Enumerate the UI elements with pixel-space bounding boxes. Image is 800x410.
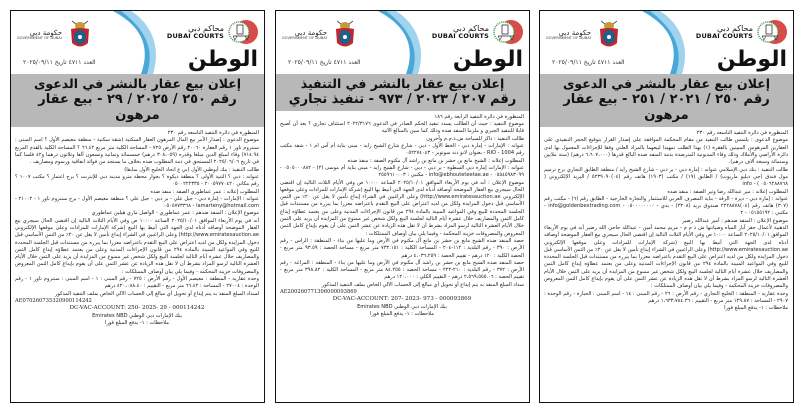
issue-number-date: العدد ٤٧١١ تاريخ ٢٠٢٥/٠٩/١١ (552, 59, 625, 66)
dubai-courts-brand (696, 17, 787, 47)
gov-name-en: GOVERNMENT OF DUBAI (282, 35, 328, 40)
ad-header (276, 11, 529, 74)
blue-swoosh-decoration (376, 11, 424, 74)
ad-header (540, 11, 793, 74)
notice-title: إعلان بيع عقار بالنشر في التنفيذ (300, 76, 505, 91)
dubai-government-brand (17, 19, 92, 51)
blue-swoosh-decoration (111, 11, 159, 74)
courts-name-en: DUBAI COURTS (166, 31, 224, 40)
dubai-emblem-icon (68, 19, 92, 51)
paragraph: وحدة عقارية - المنطقة : الخليج التجاري - رقم الأرض : ٢٦ - رقم المبنى : ١٤ - اسم المبنى : الحبارة - رقم الوحدة : ٢٩٠٧ - المساحة : ١٢٩.٨٧ متر مربع - التقييم : ١،٦٣٣،٧٨٤.٣٦ درهم (544, 290, 788, 304)
paragraph: موضوع الإعلان : المنفذ ضدهم : أمير عبدالله رضير (682, 217, 788, 224)
paragraph: عنوانه : إمارة دبي - ديرة - الرقة - بناية المصرف العربي للاستثمار والتجارة الخارجية - الطابق رقم (٦) - مكتب رقم (٣٠٧) هاتف رقم (٠٤)٢٢٢٨٨٧٨ صندوق بريد (٢٣٠٨) - بدي - ٠٥٠٠٠٠٠٠٠٠ - info@goldenbextrading.com - مكتبي : ٠٥١٥٥١٩٢ - ٢ (544, 195, 789, 217)
paragraph: حصة المنفذ ضده الشيخ مانع بن حشر بن مانع آل مكتوم في الأرض وما عليها من بناء - المنطقة : الراس - رقم الأرض : ٣٩٠ - رقم البلدية : ١١٢-٢٠٤ - المساحة الكلية : ٧٣٢.١٥١ متر مربع - مساحة الحصة : ٩٣.٥٩ متر مربع - الحصة الكلية : ١٢٠ درهم - تقييم الحصة : ٤،٠٣٦،٢٥٩ درهم (280, 237, 524, 259)
issue-number-date: العدد ٤٧١١ تاريخ ٢٠٢٥/٠٩/١١ (288, 59, 361, 66)
iban-number: AE070260735320900114242 (15, 297, 92, 304)
paragraph: عنوانه : الإمارات - إمارة دبي - جبل علي - بر دبي - جبل علي ؟ منطقة معيصم الأول - برج سنتروم تاور ١ - ٢١٠٠٢ - lamarteny@hotmail.com - ٠٥٠٥٧٧٣٣٦٨ (15, 195, 259, 210)
paragraph: موضوع الإعلان : المنفذ ضدهم : عمر عماطوري - الواصل ماري هيلين عماطوري (91, 210, 259, 217)
notice-title: إعلان بيع عقار بالنشر في الدعوى (33, 76, 242, 91)
newspaper-name: الوطن (187, 47, 258, 72)
notice-body (276, 111, 529, 318)
dubai-courts-brand (432, 17, 523, 47)
dubai-courts-logo-icon (228, 19, 258, 45)
notice-title-bar (11, 74, 264, 127)
gov-name-en: GOVERNMENT OF DUBAI (546, 35, 592, 40)
gov-name-en: GOVERNMENT OF DUBAI (17, 35, 63, 40)
dubai-government-brand (282, 19, 357, 51)
notice-ad-1 (539, 10, 794, 403)
courts-name-ar: محاكم دبي (452, 23, 489, 33)
paragraph: المنظورة في دائرة التنفيذ التاسعة رقم ٢٣٠ (696, 130, 788, 137)
paragraph: أنه في يوم الأربعاء الموافق ٢٠٢٥/١٠/٠١ الساعة ١٠:٠٠ ص وفي الأيام الثلاث التالية إن اقتضى الحال سيجري بيع العقار الموضحة أوصافه أدناه لدى الجهة التي أنيط بها البيع (شركة الإمارات للمزادات وعلى موقعها الإلكتروني http://www.emiratesauction.ae) وعلى الراغبين في الشراء إيداع تأمين لا يقل عن ٢٠٪ من الثمن الأساسي قبل دخول المزايدة ولكل من لديه اعتراض على البيع التقدم باعتراضه معززا بما يبرره من مستندات قبل الجلسة المحددة للبيع وفي المواعيد المبينة بالمادة ٢٩٤ من قانون الإجراءات المدنية وعلى من يعتمد عطاؤه إيداع كامل الثمن والمصاريف خلال عشرة أيام التالية لجلسة البيع ولكل شخص غير ممنوع من المزايدة أن يزيد على الثمن خلال الأيام العشرة التالية لرسو المزاد بشرط أن لا تقل هذه الزيادة عن عشر الثمن على أن يقوم بإيداع كامل الثمن المعروض والمصروفات خزينة المحكمة - وفيما يلي بيان أوصاف الممتلكات : (15, 217, 259, 275)
paragraph: طالب التنفيذ : بنك أبوظبي الأول (بي ع اتحاد الخليج الأول سابقا) (124, 166, 259, 173)
notice-title-bar (276, 74, 529, 111)
bank-name: بنك الإمارات دبي الوطني Emirates NBD (357, 303, 447, 310)
paragraph: طالب التنفيذ : ذاكر للسياحة ش.ذ.م.م وآخرون (426, 135, 524, 142)
paragraph: موضوع الإعلان : أنه في يوم الأربعاء الموافق ٢٠٢٥/١٠/٠١ الساعة ١٠:٠٠ ص وفي الأيام الثلاث التالية إن اقتضى الحال سيجري بيع العقار الموضحة أوصافه أدناه لدى الجهة التي أنيط بها البيع (شركة الإمارات للمزادات وعلى موقعها الإلكتروني http://www.emiratesauction.ae) وعلى الراغبين في الشراء إيداع تأمين لا يقل عن ٢٠٪ من الثمن الأساسي قبل دخول المزايدة ولكل من لديه اعتراض على البيع التقدم باعتراضه معززا بما يبرره من مستندات قبل الجلسة المحددة للبيع وفي المواعيد المبينة بالمادة ٢٩٤ من قانون الإجراءات المدنية وعلى من يعتمد عطاؤه إيداع كامل الثمن والمصاريف خلال عشرة أيام التالية لجلسة البيع ولكل شخص غير ممنوع من المزايدة أن يزيد على الثمن خلال الأيام العشرة التالية لرسو المزاد بشرط أن لا تقل هذه الزيادة عن عشر الثمن على أن يقوم بإيداع كامل الثمن المعروض والمصروفات خزينة المحكمة - وفيما يلي بيان أوصاف الممتلكات : (280, 179, 525, 237)
paragraph: عنوانه : الإمارات إمارة دبي السطوة - بر دبي - دبي - شارع الشيخ زايد - مبنى بناية أم موسى (٢) - ٠٥٠٥٠٠٠٨٨٢ - ٠٥٥٤٥٩٨٣٠٩٩ - info@ebhouteteetae.ae - مكتبي : ٢٥٥٩٦١٠٠٠٣ (280, 164, 524, 179)
notice-title-bar (540, 74, 793, 127)
ad-header (11, 11, 264, 74)
newspaper-name: الوطن (716, 47, 787, 72)
dubai-courts-logo-icon (493, 19, 523, 45)
dubai-emblem-icon (597, 19, 621, 51)
notes: ملاحظات : ١- يدفع المبلغ فورا (105, 319, 169, 326)
paragraph: المنظورة في دائرة التنفيذ الرابعة رقم ١٨٦ (434, 113, 524, 120)
paragraph: المطلوب إعلانه : مير عبدالله رضا وتير الصفة : منفذ ضده (667, 188, 788, 195)
dubai-emblem-icon (333, 19, 357, 51)
notice-body (540, 127, 793, 312)
paragraph: عنوانه : الإمارات - إمارة دبي - الخط الأول - دبي - شارع شارع الشيخ زايد - مبنى بناية أم آس ام ١ - شقة مكتب رقم 1004 - RIO - بعنوان لانو دنه سوتوبز - ٠٥٢٢٧٤٠٤٣ (280, 143, 524, 157)
paragraph: سداد المبلغ المنفذ به يتم إيداع أو تحويل أي مبالغ إلى الحساب الآلي الخاص بملف التنفيذ المذكور (321, 281, 524, 288)
paragraph: موضوع التنفيذ : حيث أن الطالب يسدد تنفيذ الحكم الصادر في الدعوى ٢٠٢٢/٣١٧٦ استئناف تجاري ؟ بعد أن أصبح قابلا للتنفيذ الجبري و ملزما المنفذ ضده وذلك كما مبين بالمبالغ الآتية (280, 121, 524, 135)
paragraph: المنظورة في دائرة التنفيذ التاسعة رقم ٢٣٠ (167, 130, 259, 137)
vac-account: DC-VAC-ACCOUNT: 250- 2025- 29 - 000114242 (69, 305, 205, 312)
paragraph: المطلوب إعلانه : عمر عماطوري الصفة : منفذ ضده (150, 188, 259, 195)
notice-body (11, 127, 264, 327)
case-number: رقم ٢٠٧ / ٢٠٢٣ / ٩٧٣ - تنفيذ تجاري (288, 91, 517, 107)
courts-name-en: DUBAI COURTS (695, 31, 753, 40)
dubai-courts-brand (167, 17, 258, 47)
notice-title: إعلان بيع عقار بالنشر في الدعوى (562, 76, 771, 91)
paragraph: عنوانه : دبي ؟ التنية الأولى ؟ منطقة ديكوة ؟ بجوار محطة مترو مدينة دبي للإنترنت ؟ برج اعتمار ؟ مكتب ١٠٠٧ ؟ رقم مكاني ٢٠٠٥٩٧٧٠٤٢٠ - ٠٥٠٠٢٢٢٣٣٥ (15, 173, 259, 188)
paragraph: موضوع الدعوى : إصدار الأمر بيع المال المرهون العقار السكنية (شقة سكنية - منطقة معيصم الأول ؟ اسم المبنى : سنتروم تاور ١ رقم العقارة ٢٠٠٦٠ رقم الأرض ٧٢٥ - المساحة الكلية متر مربع ٦٦.٤٢ ؟ المساحة الكلية بالقدم المربع ٧١٤.٩٤) وفاء لمبلغ الدين مبلغا وقدره (٣٠٨،٠٥٩ درهم) خمسمائة وثمانية وتسعون ألفا وثلاثون درهما و٤٢ فلسا كما في تاريخ ٢٠٢٥/٠٦/٠٦ المستحق في ذمة المطلوب ضده بخلاف ما يستجد من فوائد اتفاقية ورسوم ومصاريف . (15, 137, 260, 166)
notes: ملاحظات : ١- يدفع المبلغ فورا (370, 310, 434, 317)
paragraph: طالب التنفيذ : بنك دبي الإسلامي عنوانه : إمارة دبي - بر دبي - شارع الشيخ زايد / منطقة الطابق التجاري برج ترميم مول فندق (جي دبليو ماريوت) / الطابق (١٩) / مكتب (١٩٠٣) هاتف رقم (٠٤)٥٢٣٩٠٩٠ / البريد الإلكتروني ( ٠٥٠٦٢٨٨٧٦٨ ) - info (544, 166, 788, 188)
paragraph: لسداد المبلغ المنفذ به يتم إيداع أو تحويل أي مبالغ إلى الحساب الآلي الخاص بملف التنفيذ المذكور (54, 290, 259, 297)
notice-ad-2 (275, 10, 530, 403)
gov-name-ar: حكومة دبي (29, 28, 63, 37)
courts-name-en: DUBAI COURTS (431, 31, 489, 40)
courts-name-ar: محاكم دبي (187, 23, 224, 33)
blue-swoosh-decoration (640, 11, 688, 74)
paragraph: الذهبية لأعمال حفر آبار المياه وصيانتها ش ذ م م - مريم محمد أمين - عبدالله حاجي الله رضير أنه في يوم الأربعاء الموافق ٢٠٢٥/١٠/٠١ الساعة ١٠:٠٠ ص وفي الأيام الثلاث التالية إن اقتضى الحال سيجري بيع العقار الموضحة أوصافه أدناه لدى الجهة التي أنيط بها البيع (شركة الإمارات للمزادات وعلى موقعها الإلكتروني http://www.emiratesauction.ae) وعلى الراغبين في الشراء إيداع تأمين لا يقل عن ٢٠٪ من الثمن الأساسي قبل دخول المزايدة ولكل من لديه اعتراض على البيع التقدم باعتراضه معززا بما يبرره من مستندات قبل الجلسة المحددة للبيع وفي المواعيد المبينة بالمادة ٢٩٤ من قانون الإجراءات المدنية وعلى من يعتمد عطاؤه إيداع كامل الثمن والمصاريف خلال عشرة أيام التالية لجلسة البيع ولكل شخص غير ممنوع من المزايدة أن يزيد على الثمن خلال الأيام العشرة التالية لرسو المزاد بشرط أن لا تقل هذه الزيادة عن عشر الثمن على أن يقوم بإيداع كامل الثمن المعروض والمصروفات خزينة المحكمة - وفيما يلي بيان أوصاف الممتلكات : (544, 224, 788, 290)
paragraph: حصة المنفذ ضده الشيخ مانع بن حشر بن راشد آل مكتوم في الأرض وما عليها من بناء - المنطقة : المراغة - رقم الأرض : ٣٧٢ - رقم البلدية : ٢١٠-٢٢٢ - مساحة الحصة : ٨٤.٢٥٥ متر مربع - المساحة الكلية : ٣٩٨.٨٢ متر مربع - تقييم الحصة : ٢،٥٦٩،٥٥٥.٠٦ درهم - التقييم الكلي : ١٢٠،٠٠٠ درهم (280, 259, 524, 281)
vac-account: DC-VAC-ACCOUNT: 207- 2023- 973 - 000093869 (332, 296, 472, 303)
courts-name-ar: محاكم دبي (716, 23, 753, 33)
paragraph: ملاحظات : ١- يدفع المبلغ فورا (724, 305, 788, 312)
issue-number-date: العدد ٤٧١١ تاريخ ٢٠٢٥/٠٩/١١ (23, 59, 96, 66)
paragraph: المطلوب إعلانه : الشيخ مانع بن حشر بن مانع بن راشد آل مكتوم الصفة : منفذ ضده (347, 157, 524, 164)
paragraph: موضوع الدعوى : يلتمس طالب التنفيذ من مقام المحكمة الموافقة على إصدار القرار بتوقيع الحجز التنفيذي على العقارين المرهونين المبينين بالفقرة (١) بهذا الطلب تمهيدا لبيعهما بالمزاد العلني وفقا للإجراءات المعمول بها لدى دائرة الأراضي والأملاك وذلك وفاء المديونية المترصدة بذمة المنفذ ضده البالغ قدرها (٦،٦٠٧،٠٠٠ درهم) (ستة ملايين وستمائة وسبعة آلاف درهم). (544, 137, 788, 166)
case-number: رقم ٢٥٠ / ٢٠٢١ / ٢٥١ - بيع عقار مرهون (563, 91, 770, 123)
dubai-courts-logo-icon (757, 19, 787, 45)
dubai-government-brand (546, 19, 621, 51)
case-number: رقم ٢٥٠ / ٢٠٢٥ / ٢٩ - بيع عقار مرهون (38, 91, 237, 123)
newspaper-name: الوطن (452, 47, 523, 72)
gov-name-ar: حكومة دبي (294, 28, 328, 37)
notice-ad-3 (10, 10, 265, 403)
bank-name: بنك الإمارات دبي الوطني Emirates NBD (92, 312, 182, 319)
iban-number: AE200260771306000093869 (280, 289, 357, 295)
gov-name-ar: حكومة دبي (558, 28, 592, 37)
paragraph: وحدة عقارية - المنطقة : معيصم الأول - رقم الأرض : ٧٢٥ - رقم المبنى : ١ - اسم المبنى : سنتروم تاور ١ - رقم الوحدة : ٢٧٠٠٤ - المساحة : ٦٦.٤٢ متر مربع - التقييم : ٤٢٠،٠٨٨.٤٠ درهم (15, 276, 259, 290)
